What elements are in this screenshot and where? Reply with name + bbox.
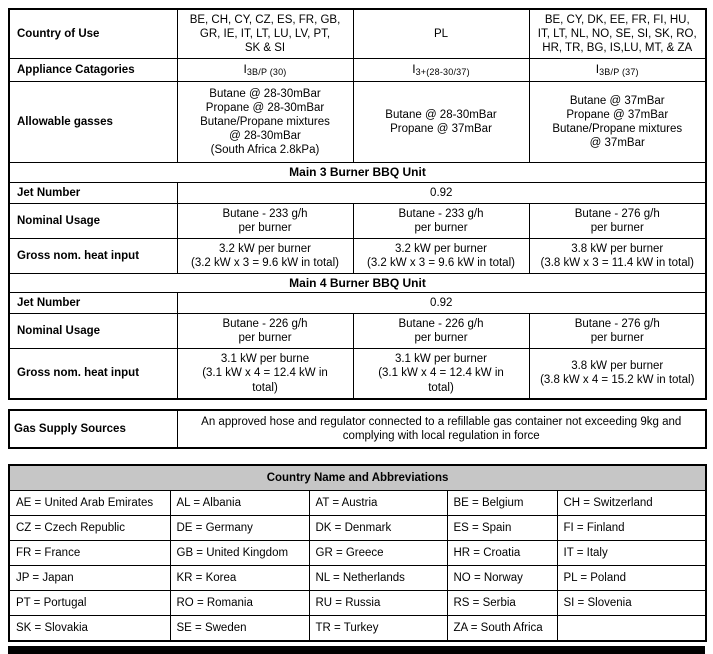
country-cell: FR = France <box>9 540 170 565</box>
table-row <box>9 410 706 448</box>
jet-number-label-3: Jet Number <box>9 182 177 203</box>
country-of-use-col-3: BE, CY, DK, EE, FR, FI, HU, IT, LT, NL, NO, SE, SI, SK, RO, HR, TR, BG, IS,LU, MT, & ZA <box>529 9 706 59</box>
country-cell: RO = Romania <box>170 590 309 615</box>
table-row <box>9 314 706 349</box>
country-cell: JP = Japan <box>9 565 170 590</box>
section-header-4-burner: Main 4 Burner BBQ Unit <box>9 273 706 293</box>
allowable-gasses-label: Allowable gasses <box>9 82 177 163</box>
country-cell: TR = Turkey <box>309 615 447 641</box>
country-cell: RU = Russia <box>309 590 447 615</box>
nominal-usage-3-col-2: Butane - 233 g/h per burner <box>353 203 529 238</box>
category-subscript: 3B/P (30) <box>246 67 287 78</box>
appliance-category-col-2 <box>353 59 529 82</box>
table-row <box>9 182 706 203</box>
category-prefix: I <box>412 62 416 77</box>
category-subscript: 3B/P (37) <box>599 67 639 78</box>
nominal-usage-4-col-3: Butane - 276 g/h per burner <box>529 314 706 349</box>
section-header-3-burner: Main 3 Burner BBQ Unit <box>9 163 706 183</box>
gross-heat-3-col-3: 3.8 kW per burner (3.8 kW x 3 = 11.4 kW in total) <box>529 238 706 273</box>
country-cell: CH = Switzerland <box>557 490 706 515</box>
table-row <box>9 203 706 238</box>
table-row <box>9 9 706 59</box>
table-row <box>9 273 706 293</box>
country-cell: RS = Serbia <box>447 590 557 615</box>
nominal-usage-label-3: Nominal Usage <box>9 203 177 238</box>
jet-number-label-4: Jet Number <box>9 293 177 314</box>
table-row <box>9 465 706 491</box>
country-cell: SI = Slovenia <box>557 590 706 615</box>
country-cell: AT = Austria <box>309 490 447 515</box>
gross-heat-3-col-1: 3.2 kW per burner (3.2 kW x 3 = 9.6 kW in total) <box>177 238 353 273</box>
country-table-title: Country Name and Abbreviations <box>9 465 706 491</box>
appliance-category-col-1 <box>177 59 353 82</box>
allowable-gasses-col-3: Butane @ 37mBar Propane @ 37mBar Butane/Propane mixtures @ 37mBar <box>529 82 706 163</box>
country-cell: SE = Sweden <box>170 615 309 641</box>
spec-table <box>8 8 707 400</box>
country-cell: GB = United Kingdom <box>170 540 309 565</box>
country-cell: SK = Slovakia <box>9 615 170 641</box>
gas-supply-label: Gas Supply Sources <box>9 410 177 448</box>
gross-heat-3-col-2: 3.2 kW per burner (3.2 kW x 3 = 9.6 kW in total) <box>353 238 529 273</box>
category-prefix: I <box>243 62 247 77</box>
appliance-categories-label: Appliance Catagories <box>9 59 177 82</box>
table-row <box>9 238 706 273</box>
country-cell: DE = Germany <box>170 515 309 540</box>
country-cell: FI = Finland <box>557 515 706 540</box>
country-abbreviations-table <box>8 464 707 642</box>
page <box>8 8 705 654</box>
table-row <box>9 163 706 183</box>
country-cell: KR = Korea <box>170 565 309 590</box>
country-cell: ES = Spain <box>447 515 557 540</box>
category-prefix: I <box>595 62 600 77</box>
allowable-gasses-col-1: Butane @ 28-30mBar Propane @ 28-30mBar Butane/Propane mixtures @ 28-30mBar (South Africa 2.8kPa) <box>177 82 353 163</box>
country-cell: NO = Norway <box>447 565 557 590</box>
country-cell: PL = Poland <box>557 565 706 590</box>
table-row <box>9 59 706 82</box>
country-cell: IT = Italy <box>557 540 706 565</box>
country-cell: DK = Denmark <box>309 515 447 540</box>
nominal-usage-label-4: Nominal Usage <box>9 314 177 349</box>
table-row <box>9 565 706 590</box>
jet-number-value-3: 0.92 <box>177 182 706 203</box>
country-of-use-col-1: BE, CH, CY, CZ, ES, FR, GB, GR, IE, IT, LT, LU, LV, PT, SK & SI <box>177 9 353 59</box>
nominal-usage-3-col-1: Butane - 233 g/h per burner <box>177 203 353 238</box>
country-cell: NL = Netherlands <box>309 565 447 590</box>
country-cell: AE = United Arab Emirates <box>9 490 170 515</box>
country-cell: GR = Greece <box>309 540 447 565</box>
page-bottom-rule <box>8 646 705 654</box>
country-of-use-col-2: PL <box>353 9 529 59</box>
gross-heat-4-col-3: 3.8 kW per burner (3.8 kW x 4 = 15.2 kW in total) <box>529 349 706 399</box>
table-row <box>9 349 706 399</box>
table-row <box>9 490 706 515</box>
category-subscript: 3+(28-30/37) <box>415 67 470 78</box>
country-cell: CZ = Czech Republic <box>9 515 170 540</box>
table-row <box>9 515 706 540</box>
table-row <box>9 82 706 163</box>
gross-heat-label-4: Gross nom. heat input <box>9 349 177 399</box>
gross-heat-label-3: Gross nom. heat input <box>9 238 177 273</box>
table-row <box>9 293 706 314</box>
jet-number-value-4: 0.92 <box>177 293 706 314</box>
table-row <box>9 540 706 565</box>
nominal-usage-4-col-2: Butane - 226 g/h per burner <box>353 314 529 349</box>
gross-heat-4-col-1: 3.1 kW per burne (3.1 kW x 4 = 12.4 kW in total) <box>177 349 353 399</box>
gas-supply-table <box>8 409 707 449</box>
appliance-category-col-3 <box>529 59 706 82</box>
country-cell: ZA = South Africa <box>447 615 557 641</box>
gross-heat-4-col-2: 3.1 kW per burner (3.1 kW x 4 = 12.4 kW in total) <box>353 349 529 399</box>
nominal-usage-3-col-3: Butane - 276 g/h per burner <box>529 203 706 238</box>
allowable-gasses-col-2: Butane @ 28-30mBar Propane @ 37mBar <box>353 82 529 163</box>
country-cell: AL = Albania <box>170 490 309 515</box>
gas-supply-value: An approved hose and regulator connected to a refillable gas container not exceeding 9kg and complying with local regulation in force <box>177 410 706 448</box>
country-cell: BE = Belgium <box>447 490 557 515</box>
country-of-use-label: Country of Use <box>9 9 177 59</box>
nominal-usage-4-col-1: Butane - 226 g/h per burner <box>177 314 353 349</box>
country-cell: PT = Portugal <box>9 590 170 615</box>
country-cell: HR = Croatia <box>447 540 557 565</box>
table-row <box>9 590 706 615</box>
